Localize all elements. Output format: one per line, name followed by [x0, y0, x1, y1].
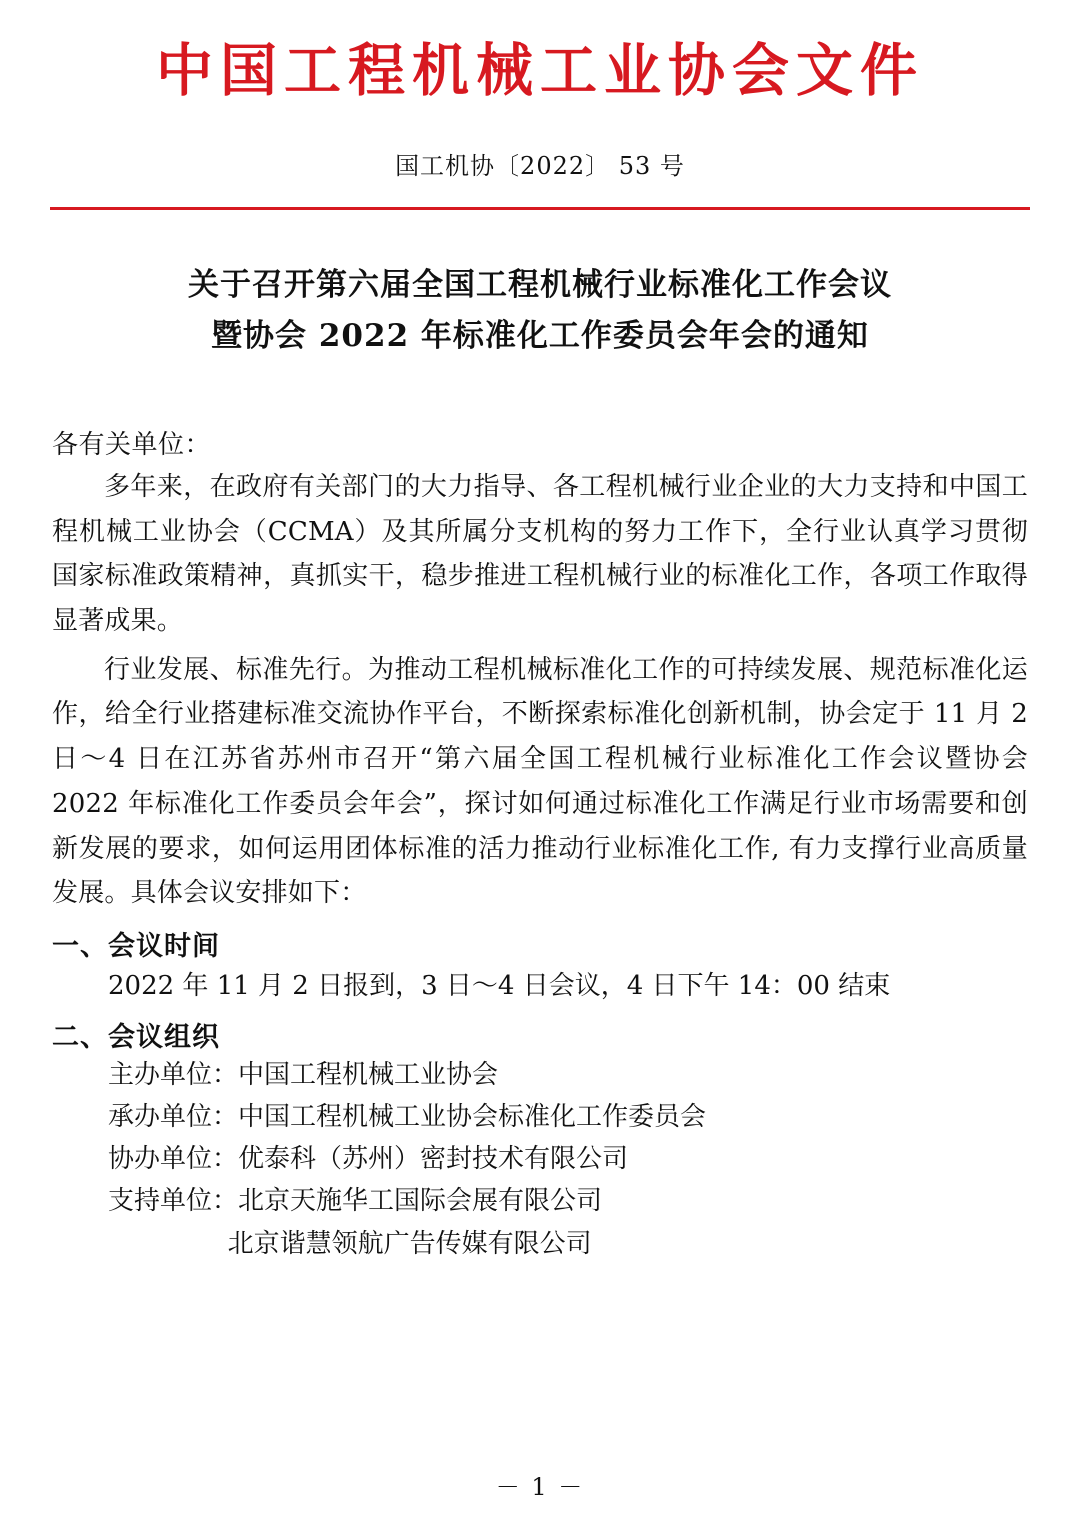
- section-heading-meeting-organization: 二、会议组织: [52, 1022, 220, 1054]
- organization-value: 中国工程机械工业协会标准化工作委员会: [238, 1102, 707, 1133]
- organization-label: 承办单位：: [108, 1102, 239, 1133]
- body-paragraph-1: 多年来，在政府有关部门的大力指导、各工程机械行业企业的大力支持和中国工程机械工业协会（CCMA）及其所属分支机构的努力工作下，全行业认真学习贯彻国家标准政策精神，真抓实干，稳步推进工程机械行业的标准化工作，各项工作取得显著成果。: [52, 471, 1028, 636]
- salutation: 各有关单位：: [52, 429, 212, 460]
- organization-row: [108, 1096, 1028, 1138]
- section-heading-meeting-time: 一、会议时间: [52, 931, 220, 963]
- organization-label: 支持单位：: [108, 1186, 239, 1217]
- section-body-meeting-time: 2022 年 11 月 2 日报到，3 日～4 日会议，4 日下午 14：00 结束: [108, 971, 891, 1002]
- organization-value: 北京谐慧领航广告传媒有限公司: [227, 1228, 592, 1259]
- red-divider-rule: [50, 207, 1030, 210]
- organization-row: [108, 1054, 1028, 1096]
- organization-value: 北京天施华工国际会展有限公司: [238, 1186, 603, 1217]
- organization-label: 主办单位：: [108, 1060, 239, 1091]
- document-title-line-2: 暨协会 2022 年标准化工作委员会年会的通知: [211, 317, 869, 354]
- organization-row: [108, 1180, 1028, 1222]
- organization-row: [108, 1223, 1028, 1265]
- document-title: [52, 260, 1028, 362]
- organization-value: 中国工程机械工业协会: [238, 1060, 499, 1091]
- document-number: 国工机协〔2022〕 53 号: [395, 151, 685, 180]
- page-number: － 1 －: [495, 1473, 585, 1501]
- organization-row: [108, 1138, 1028, 1180]
- organization-label: 协办单位：: [108, 1144, 239, 1175]
- organization-value: 优泰科（苏州）密封技术有限公司: [238, 1144, 629, 1175]
- document-org-title: 中国工程机械工业协会文件: [156, 37, 924, 104]
- body-paragraph-2: 行业发展、标准先行。为推动工程机械标准化工作的可持续发展、规范标准化运作，给全行业搭建标准交流协作平台，不断探索标准化创新机制，协会定于 11 月 2 日～4 日在江苏省苏州市召开“第六届全国工程机械行业标准化工作会议暨协会 2022 年标准化工作委员会年会”，探讨如何通过标准化工作满足行业市场需要和创新发展的要求，如何运用团体标准的活力推动行业标准化工作, 有力支撑行业高质量发展。具体会议安排如下：: [52, 654, 1028, 909]
- document-title-line-1: 关于召开第六届全国工程机械行业标准化工作会议: [188, 266, 892, 303]
